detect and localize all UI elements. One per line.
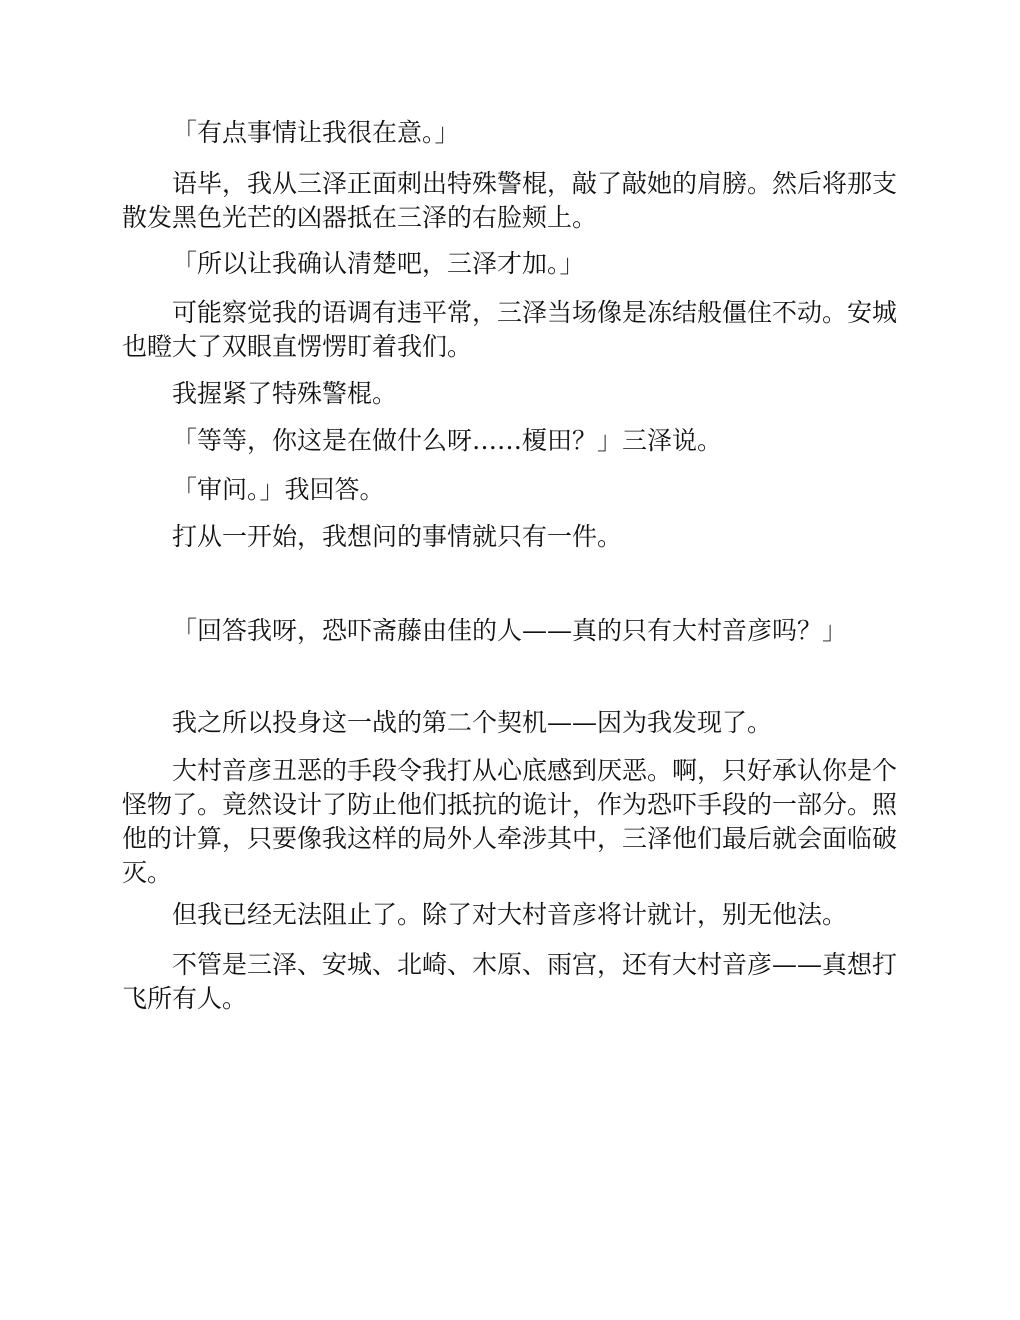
paragraph: 但我已经无法阻止了。除了对大村音彦将计就计，别无他法。 <box>172 900 848 929</box>
paragraph: 大村音彦丑恶的手段令我打从心底感到厌恶。啊，只好承认你是个怪物了。竟然设计了防止他们抵抗的诡计，作为恐吓手段的一部分。照他的计算，只要像我这样的局外人牵涉其中，三泽他们最后就会面临破灭。 <box>122 756 898 887</box>
paragraph: 语毕，我从三泽正面刺出特殊警棍，敲了敲她的肩膀。然后将那支散发黑色光芒的凶器抵在三泽的右脸颊上。 <box>122 169 898 232</box>
paragraph: 我之所以投身这一战的第二个契机——因为我发现了。 <box>172 708 773 737</box>
paragraph: 「所以让我确认清楚吧，三泽才加。」 <box>172 249 585 278</box>
paragraph: 「审问。」我回答。 <box>172 475 385 504</box>
document-page <box>122 0 898 1320</box>
paragraph: 我握紧了特殊警棍。 <box>172 379 398 408</box>
paragraph: 「回答我呀，恐吓斋藤由佳的人——真的只有大村音彦吗？」 <box>172 616 848 645</box>
paragraph: 可能察觉我的语调有违平常，三泽当场像是冻结般僵住不动。安城也瞪大了双眼直愣愣盯着我们。 <box>122 298 898 361</box>
paragraph: 「有点事情让我很在意。」 <box>172 118 460 147</box>
paragraph: 不管是三泽、安城、北崎、木原、雨宫，还有大村音彦——真想打飞所有人。 <box>122 950 898 1013</box>
paragraph: 「等等，你这是在做什么呀……榎田？」三泽说。 <box>172 426 723 455</box>
paragraph: 打从一开始，我想问的事情就只有一件。 <box>172 522 623 551</box>
